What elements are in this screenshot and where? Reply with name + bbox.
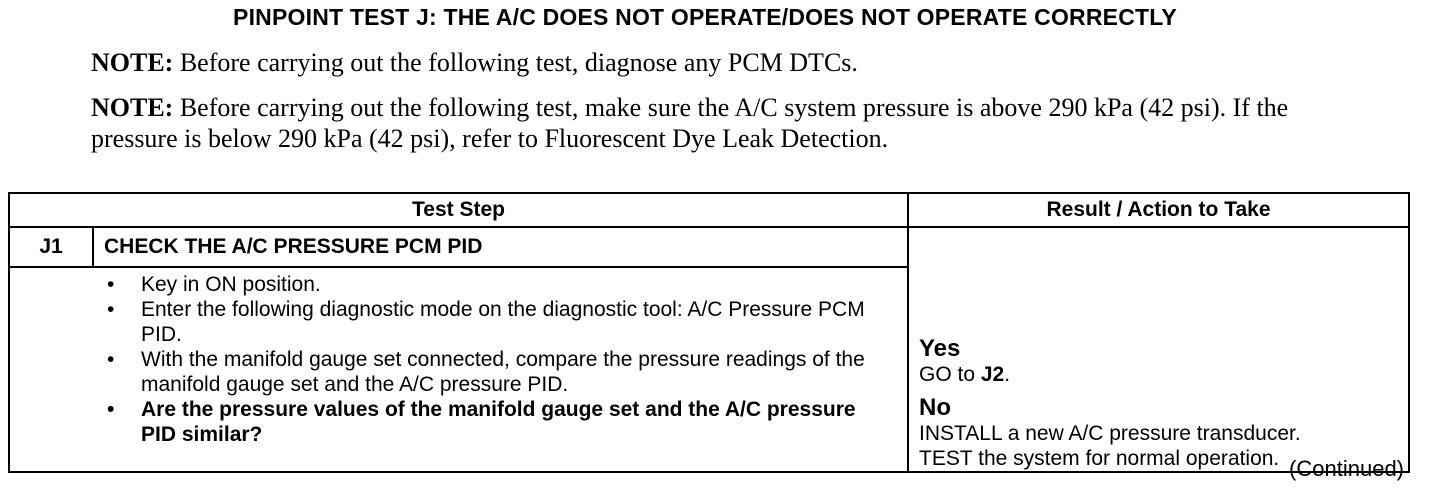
- result-cell: [908, 227, 1409, 472]
- step-id: J1: [9, 227, 93, 267]
- step-body: [9, 267, 908, 472]
- yes-action-suffix: .: [1004, 363, 1011, 386]
- bullet-icon: •: [107, 298, 115, 322]
- header-result: Result / Action to Take: [908, 193, 1409, 227]
- result-no-label: No: [919, 394, 951, 421]
- result-no-action-2: TEST the system for normal operation.: [919, 447, 1280, 470]
- note-2: [91, 92, 1311, 154]
- note-1: [91, 47, 1311, 78]
- note-text: Before carrying out the following test, diagnose any PCM DTCs.: [173, 48, 858, 77]
- page-title: PINPOINT TEST J: THE A/C DOES NOT OPERATE/DOES NOT OPERATE CORRECTLY: [233, 4, 1177, 30]
- note-label: NOTE:: [91, 93, 174, 122]
- list-item-text: Key in ON position.: [141, 273, 321, 297]
- yes-action-target: J2: [980, 363, 1005, 386]
- list-item: [10, 347, 907, 397]
- bullet-icon: •: [107, 348, 115, 372]
- continued-label: (Continued): [1289, 456, 1404, 481]
- list-item-text: Enter the following diagnostic mode on the diagnostic tool: A/C Pressure PCM PID.: [141, 298, 865, 347]
- step-title: CHECK THE A/C PRESSURE PCM PID: [93, 227, 908, 267]
- step-list: [10, 272, 907, 447]
- list-item-text: With the manifold gauge set connected, compare the pressure readings of the manifold gauge set and the A/C pressure PID.: [141, 348, 865, 397]
- bullet-icon: •: [107, 398, 115, 422]
- result-no-action-1: INSTALL a new A/C pressure transducer.: [919, 422, 1301, 445]
- bullet-icon: •: [107, 273, 115, 297]
- pinpoint-test-table: [8, 192, 1410, 473]
- list-item-text: Are the pressure values of the manifold gauge set and the A/C pressure PID similar?: [141, 398, 856, 447]
- result-yes-action: [919, 362, 1408, 387]
- result-yes-label: Yes: [919, 335, 961, 362]
- yes-action-prefix: GO to: [919, 363, 981, 386]
- list-item: [10, 272, 907, 297]
- list-item-question: [10, 397, 907, 447]
- note-text: Before carrying out the following test, make sure the A/C system pressure is above 290 kPa (42 psi). If the pressure is below 290 kPa (42 psi), refer to Fluorescent Dye Leak Detection.: [91, 93, 1289, 153]
- table-header-row: [9, 193, 1409, 227]
- note-label: NOTE:: [91, 48, 174, 77]
- step-title-row: [9, 227, 1409, 267]
- list-item: [10, 297, 907, 347]
- header-test-step: Test Step: [9, 193, 908, 227]
